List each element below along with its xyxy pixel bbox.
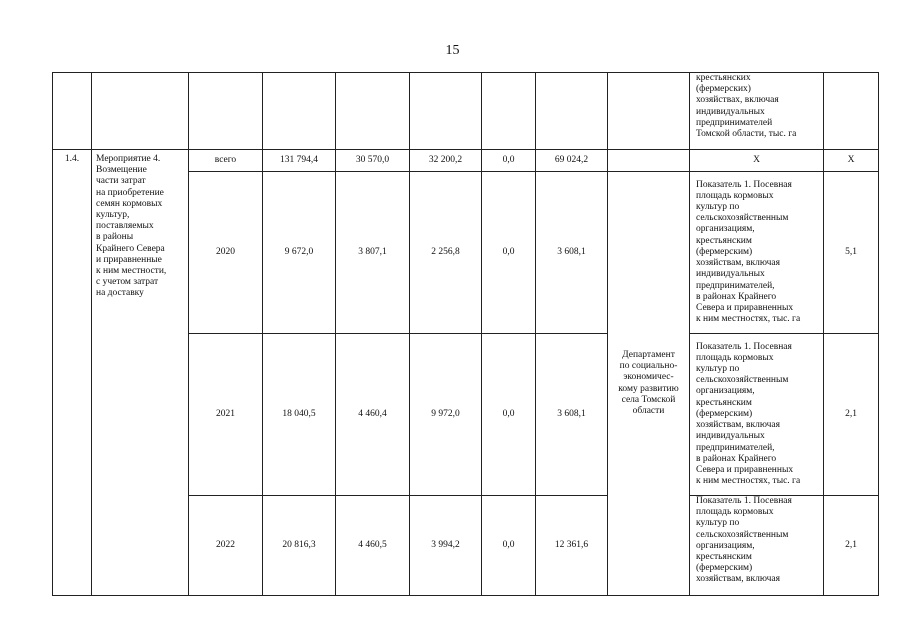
executor-cell: Департамент по социально- экономичес- кому развитию села Томской области — [608, 172, 690, 596]
local-cell: 0,0 — [482, 496, 536, 596]
cell-empty — [824, 73, 879, 150]
indicator-cell: Показатель 1. Посевная площадь кормовых культур по сельскохозяйственным организациям, крестьянским (фермерским) хозяйствам, включая индивидуальных предпринимателей, в районах Крайнего Севера и приравненных к ним местностях, тыс. га — [690, 334, 824, 496]
other-cell: 3 608,1 — [536, 172, 608, 334]
cell-empty — [482, 73, 536, 150]
regional-cell: 32 200,2 — [410, 150, 482, 172]
indicator-cell: крестьянских (фермерских) хозяйствах, включая индивидуальных предпринимателей Томской области, тыс. га — [690, 73, 824, 150]
indicator-cell: Показатель 1. Посевная площадь кормовых культур по сельскохозяйственным организациям, крестьянским (фермерским) хозяйствам, включая — [690, 496, 824, 596]
other-cell: 3 608,1 — [536, 334, 608, 496]
local-cell: 0,0 — [482, 334, 536, 496]
indicator-cell: Х — [690, 150, 824, 172]
year-cell: 2022 — [189, 496, 263, 596]
cell-empty — [263, 73, 336, 150]
regional-cell: 3 994,2 — [410, 496, 482, 596]
total-cell: 9 672,0 — [263, 172, 336, 334]
local-cell: 0,0 — [482, 150, 536, 172]
indicator-cell: Показатель 1. Посевная площадь кормовых культур по сельскохозяйственным организациям, крестьянским (фермерским) хозяйствам, включая индивидуальных предпринимателей, в районах Крайнего Севера и приравненных к ним местностях, тыс. га — [690, 172, 824, 334]
regional-cell: 2 256,8 — [410, 172, 482, 334]
measures-table — [52, 72, 879, 596]
federal-cell: 30 570,0 — [336, 150, 410, 172]
federal-cell: 3 807,1 — [336, 172, 410, 334]
cell-empty — [53, 73, 92, 150]
value-cell: 2,1 — [824, 496, 879, 596]
year-cell: всего — [189, 150, 263, 172]
regional-cell: 9 972,0 — [410, 334, 482, 496]
federal-cell: 4 460,5 — [336, 496, 410, 596]
federal-cell: 4 460,4 — [336, 334, 410, 496]
total-cell: 131 794,4 — [263, 150, 336, 172]
value-cell: Х — [824, 150, 879, 172]
cell-empty — [536, 73, 608, 150]
local-cell: 0,0 — [482, 172, 536, 334]
value-cell: 5,1 — [824, 172, 879, 334]
measure-number: 1.4. — [53, 150, 92, 596]
total-cell: 18 040,5 — [263, 334, 336, 496]
value-cell: 2,1 — [824, 334, 879, 496]
page-number: 15 — [445, 43, 460, 58]
year-cell: 2021 — [189, 334, 263, 496]
cell-empty — [608, 73, 690, 150]
total-cell: 20 816,3 — [263, 496, 336, 596]
cell-empty — [189, 73, 263, 150]
other-cell: 69 024,2 — [536, 150, 608, 172]
cell-empty — [608, 150, 690, 172]
year-cell: 2020 — [189, 172, 263, 334]
other-cell: 12 361,6 — [536, 496, 608, 596]
measure-description: Мероприятие 4. Возмещение части затрат на приобретение семян кормовых культур, поставляемых в районы Крайнего Севера и приравненные к ним местности, с учетом затрат на доставку — [92, 150, 189, 596]
cell-empty — [410, 73, 482, 150]
cell-empty — [92, 73, 189, 150]
table-row-total — [53, 150, 879, 172]
cell-empty — [336, 73, 410, 150]
table-row-continuation — [53, 73, 879, 150]
